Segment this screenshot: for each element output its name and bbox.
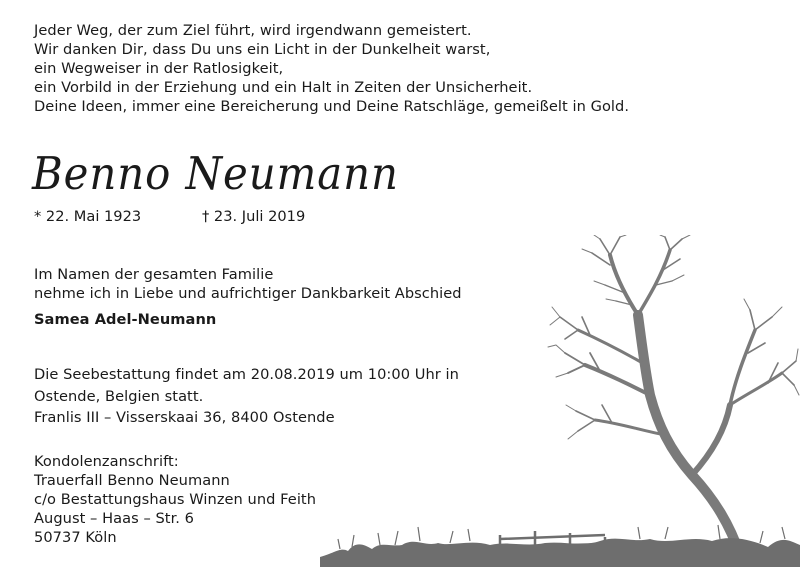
address-line: c/o Bestattungshaus Winzen und Feith bbox=[34, 491, 317, 508]
address-line: Kondolenzanschrift: bbox=[34, 453, 179, 470]
funeral-line: Franlis III – Visserskaai 36, 8400 Ostende bbox=[34, 409, 335, 426]
address-line: August – Haas – Str. 6 bbox=[34, 510, 194, 527]
death-date: † 23. Juli 2019 bbox=[202, 208, 306, 225]
address-line: Trauerfall Benno Neumann bbox=[34, 472, 230, 489]
signer-name: Samea Adel-Neumann bbox=[34, 311, 217, 328]
bare-tree-icon bbox=[320, 235, 800, 567]
family-line: Im Namen der gesamten Familie bbox=[34, 266, 274, 283]
funeral-line: Die Seebestattung findet am 20.08.2019 um 10:00 Uhr in bbox=[34, 366, 459, 383]
birth-date: * 22. Mai 1923 bbox=[34, 208, 142, 225]
family-line: nehme ich in Liebe und aufrichtiger Dankbarkeit Abschied bbox=[34, 285, 462, 302]
poem-line: Deine Ideen, immer eine Bereicherung und Deine Ratschläge, gemeißelt in Gold. bbox=[34, 98, 630, 115]
poem-line: ein Vorbild in der Erziehung und ein Halt in Zeiten der Unsicherheit. bbox=[34, 79, 533, 96]
poem-line: Jeder Weg, der zum Ziel führt, wird irgendwann gemeistert. bbox=[34, 22, 472, 39]
poem-line: Wir danken Dir, dass Du uns ein Licht in der Dunkelheit warst, bbox=[34, 41, 491, 58]
poem-line: ein Wegweiser in der Ratlosigkeit, bbox=[34, 60, 284, 77]
deceased-name: Benno Neumann bbox=[32, 147, 399, 200]
funeral-line: Ostende, Belgien statt. bbox=[34, 388, 204, 405]
address-line: 50737 Köln bbox=[34, 529, 117, 546]
